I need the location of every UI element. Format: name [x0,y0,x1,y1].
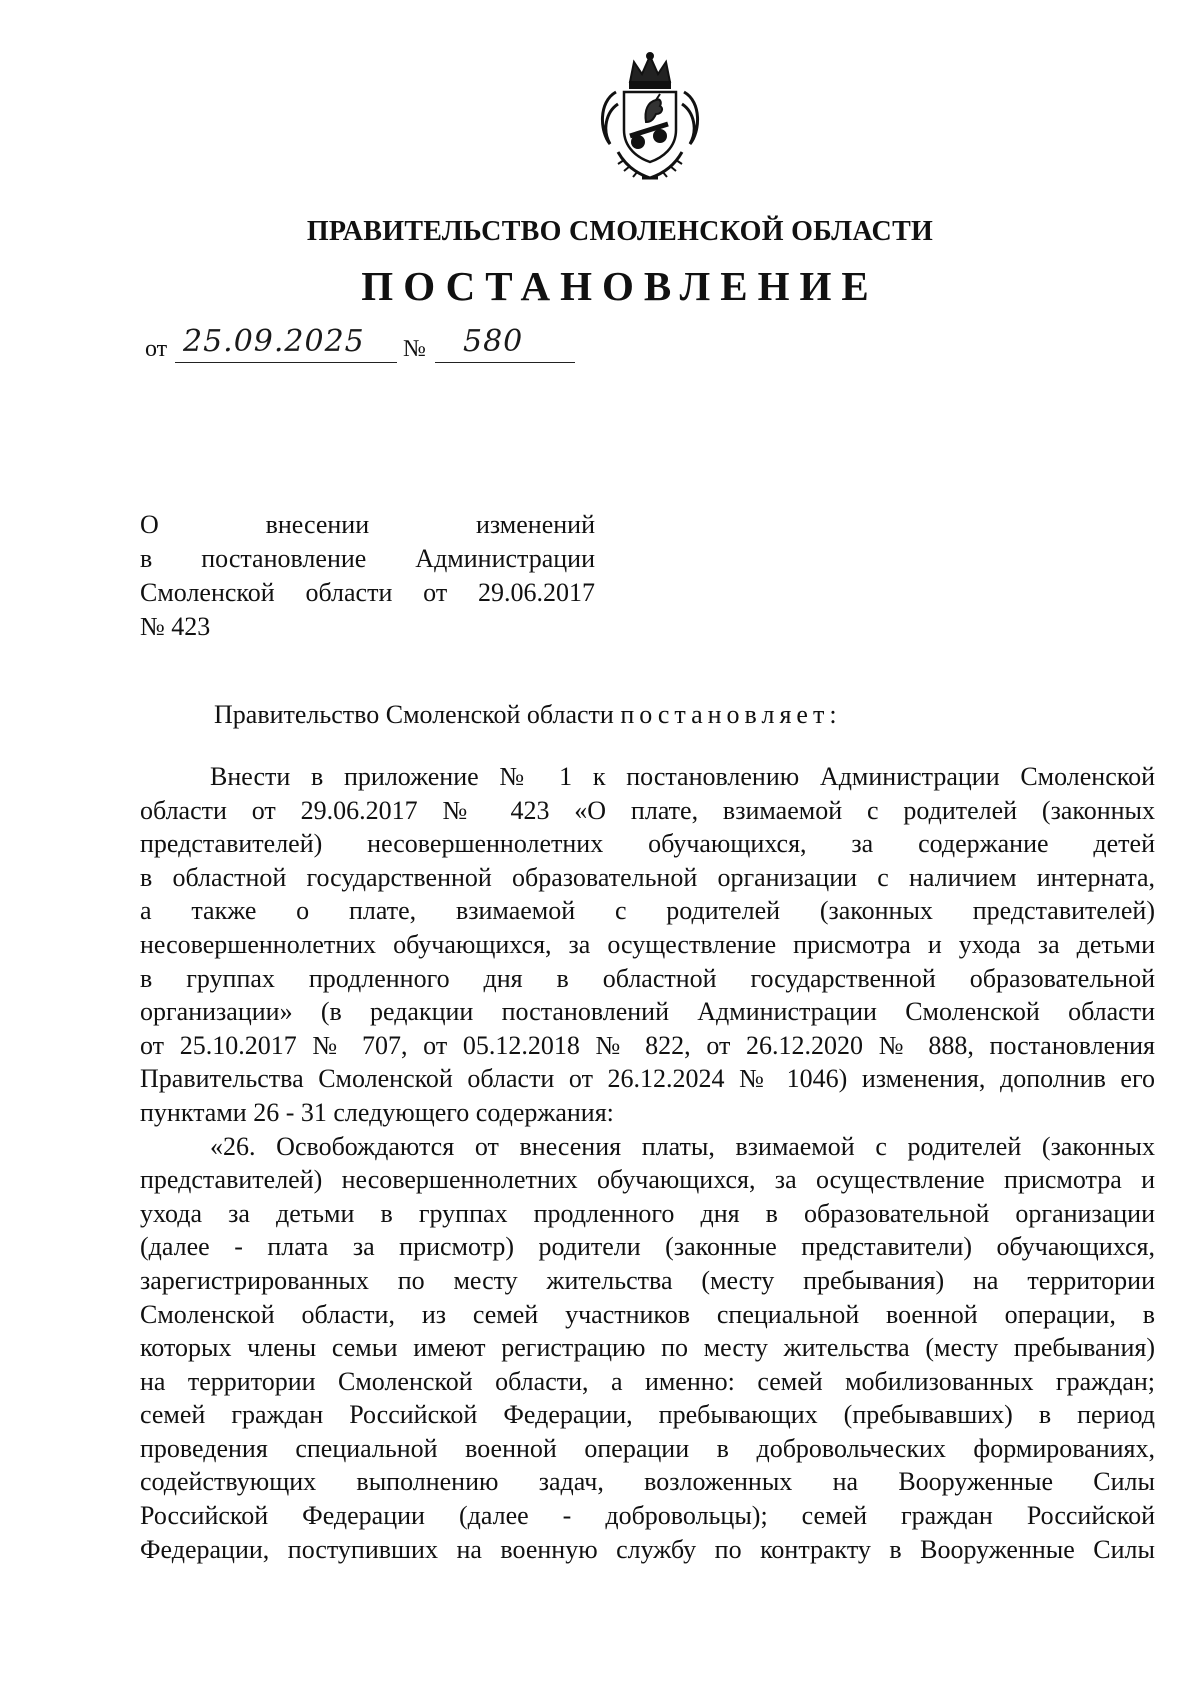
preamble [214,700,842,730]
body-line: в областной государственной образовательной организации с наличием интерната, [140,862,1155,892]
body-line: несовершеннолетних обучающихся, за осуществление присмотра и ухода за детьми [140,929,1155,959]
body-line: ухода за детьми в группах продленного дня в образовательной организации [140,1198,1155,1228]
body-line: на территории Смоленской области, а именно: семей мобилизованных граждан; [140,1366,1155,1396]
body-line: которых члены семьи имеют регистрацию по месту жительства (месту пребывания) [140,1333,1155,1363]
date-prefix: от [145,336,168,362]
organization-name: ПРАВИТЕЛЬСТВО СМОЛЕНСКОЙ ОБЛАСТИ [306,216,934,247]
body-line: представителей) несовершеннолетних обучающихся, за осуществление присмотра и [140,1165,1155,1195]
body-line: а также о плате, взимаемой с родителей (законных представителей) [140,896,1155,926]
body-line: содействующих выполнению задач, возложенных на Вооруженные Силы [140,1467,1155,1497]
document-number: 580 [463,324,524,359]
coat-of-arms-icon [594,52,706,184]
body-line: Смоленской области, из семей участников специальной военной операции, в [140,1299,1155,1329]
body-line: Правительства Смоленской области от 26.12.2024 № 1046) изменения, дополнив его [140,1064,1155,1094]
body-line: представителей) несовершеннолетних обучающихся, за содержание детей [140,829,1155,859]
body-line: организации» (в редакции постановлений Администрации Смоленской области [140,997,1155,1027]
preamble-text: Правительство Смоленской области [214,700,614,729]
body-line: Российской Федерации (далее - добровольцы); семей граждан Российской [140,1501,1155,1531]
date-underline [175,362,397,363]
subject-line: О внесении изменений [140,510,595,539]
document-date: 25.09.2025 [183,324,365,359]
body-line: в группах продленного дня в областной государственной образовательной [140,963,1155,993]
body-line: «26. Освобождаются от внесения платы, взимаемой с родителей (законных [210,1131,1155,1161]
body-line: Федерации, поступивших на военную службу по контракту в Вооруженные Силы [140,1534,1155,1564]
subject-line: Смоленской области от 29.06.2017 [140,578,595,607]
number-underline [435,362,575,363]
body-line: семей граждан Российской Федерации, пребывающих (пребывавших) в период [140,1400,1155,1430]
body-line: проведения специальной военной операции в добровольческих формированиях, [140,1433,1155,1463]
body-line: пунктами 26 - 31 следующего содержания: [140,1097,614,1127]
number-prefix: № [403,336,426,362]
body-line: от 25.10.2017 № 707, от 05.12.2018 № 822, от 26.12.2020 № 888, постановления [140,1030,1155,1060]
document-type-title: ПОСТАНОВЛЕНИЕ [361,263,879,309]
document-body [140,760,1155,1566]
body-line: зарегистрированных по месту жительства (месту пребывания) на территории [140,1265,1155,1295]
document-subject [140,508,595,644]
body-line: Внести в приложение № 1 к постановлению Администрации Смоленской [210,762,1155,791]
preamble-verb: постановляет: [620,700,842,729]
subject-line: № 423 [140,612,211,641]
body-line: (далее - плата за присмотр) родители (законные представители) обучающихся, [140,1232,1155,1262]
body-line: области от 29.06.2017 № 423 «О плате, взимаемой с родителей (законных [140,795,1155,825]
subject-line: в постановление Администрации [140,544,595,573]
